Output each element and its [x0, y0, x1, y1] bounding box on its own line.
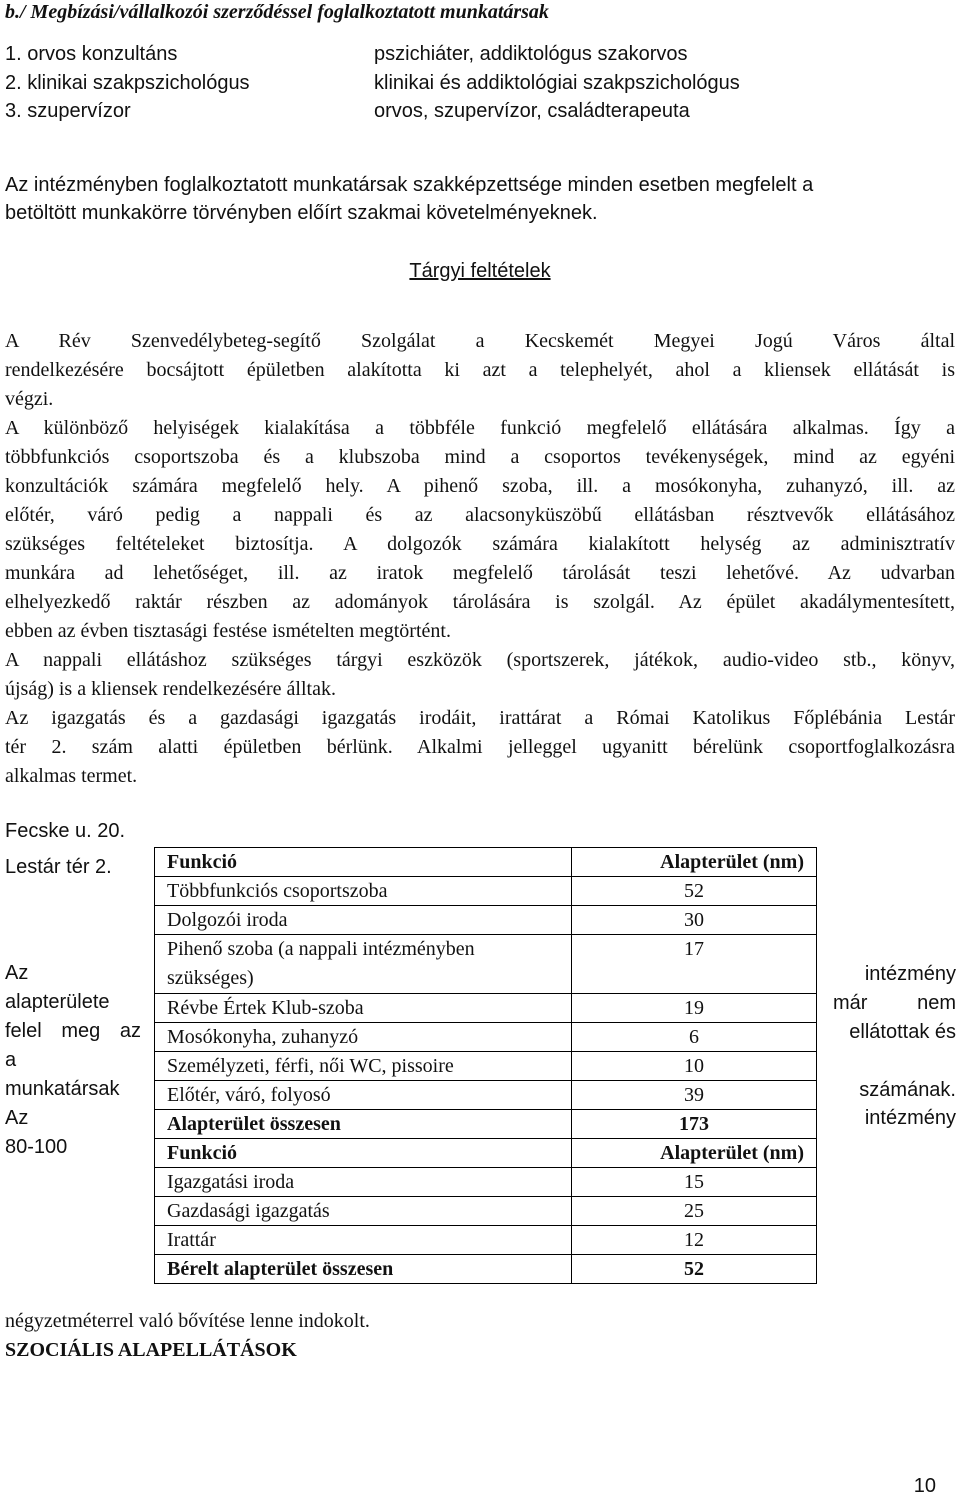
right-fragment: számának. — [859, 1079, 956, 1101]
staff-qualification-2: klinikai és addiktológiai szakpszichológus — [374, 72, 740, 94]
paragraph-line: többfunkciós csoportszoba és a klubszoba mind a csoportos tevékenységek, mind az egyéni — [5, 446, 955, 468]
table-row — [155, 877, 817, 906]
left-fragment: a — [5, 1049, 17, 1071]
left-fragment: alapterülete — [5, 991, 110, 1013]
table-cell: 30 — [572, 906, 817, 935]
table-cell: Többfunkciós csoportszoba — [155, 877, 572, 906]
right-fragment: intézmény — [864, 1107, 956, 1129]
table-cell: Alapterület összesen — [155, 1110, 572, 1139]
owned-area-table — [154, 847, 817, 1284]
paragraph-line: Az igazgatás és a gazdasági igazgatás irodáit, irattárat a Római Katolikus Főplébánia Lestár — [5, 707, 955, 729]
paragraph-line: végzi. — [5, 388, 54, 410]
table-cell: Személyzeti, férfi, női WC, pissoire — [155, 1052, 572, 1081]
left-fragment: munkatársak — [5, 1078, 120, 1100]
paragraph-1 — [5, 327, 955, 414]
table-cell: Gazdasági igazgatás — [155, 1197, 572, 1226]
table-cell: Révbe Értek Klub-szoba — [155, 994, 572, 1023]
left-fragment: 80-100 — [5, 1136, 68, 1158]
left-fragment: Az — [5, 1107, 29, 1129]
table-total-row — [155, 1255, 817, 1284]
paragraph-3 — [5, 646, 955, 704]
table-header-cell: Funkció — [155, 848, 572, 877]
table-row — [155, 1168, 817, 1197]
paragraph-line: elhelyezkedő raktár részben az adományok tárolására is szolgál. Az épület akadálymentesített, — [5, 591, 955, 613]
table-cell: 10 — [572, 1052, 817, 1081]
table-total-row — [155, 1110, 817, 1139]
intro-line-1: Az intézményben foglalkoztatott munkatársak szakképzettsége minden esetben megfelelt a — [5, 174, 814, 196]
table-row — [155, 1197, 817, 1226]
table-row — [155, 994, 817, 1023]
left-fragment: felel meg az — [5, 1020, 141, 1042]
staff-role-1: 1. orvos konzultáns — [5, 43, 178, 65]
table-cell: 173 — [572, 1110, 817, 1139]
table-cell: Bérelt alapterület összesen — [155, 1255, 572, 1284]
table-cell: Mosókonyha, zuhanyzó — [155, 1023, 572, 1052]
table-header-cell: Funkció — [155, 1139, 572, 1168]
table-cell: 12 — [572, 1226, 817, 1255]
paragraph-line: alkalmas termet. — [5, 765, 138, 787]
paragraph-line: újság) is a kliensek rendelkezésére álltak. — [5, 678, 336, 700]
left-fragment: Lestár tér 2. — [5, 856, 112, 878]
table-header-row — [155, 848, 817, 877]
paragraph-line: szükséges feltételeket biztosítja. A dolgozók számára kialakított helység az adminisztratív — [5, 533, 955, 555]
right-fragment: már nem — [833, 992, 956, 1014]
paragraph-4 — [5, 704, 955, 791]
paragraph-line: A különböző helyiségek kialakítása a többféle funkció megfelelő ellátására alkalmas. Így a — [5, 417, 955, 439]
page-heading: b./ Megbízási/vállalkozói szerződéssel foglalkoztatott munkatársak — [5, 1, 549, 23]
table-cell: 25 — [572, 1197, 817, 1226]
table-row — [155, 1226, 817, 1255]
table-cell: 15 — [572, 1168, 817, 1197]
intro-line-2: betöltött munkakörre törvényben előírt szakmai követelményeknek. — [5, 202, 598, 224]
footer-title: SZOCIÁLIS ALAPELLÁTÁSOK — [5, 1339, 297, 1361]
table-header-cell: Alapterület (nm) — [572, 848, 817, 877]
table-cell: 39 — [572, 1081, 817, 1110]
paragraph-line: A Rév Szenvedélybeteg-segítő Szolgálat a Kecskemét Megyei Jogú Város által — [5, 330, 955, 352]
paragraph-line: rendelkezésére bocsájtott épületben alakította ki azt a telephelyét, ahol a kliensek ellátását is — [5, 359, 955, 381]
table-row — [155, 1023, 817, 1052]
table-row — [155, 1081, 817, 1110]
staff-role-2: 2. klinikai szakpszichológus — [5, 72, 250, 94]
table-cell: Dolgozói iroda — [155, 906, 572, 935]
paragraph-2 — [5, 414, 955, 646]
paragraph-line: munkára ad lehetőséget, ill. az iratok megfelelő tárolását teszi lehetővé. Az udvarban — [5, 562, 955, 584]
table-cell: Pihenő szoba (a nappali intézményben szükséges) — [155, 935, 572, 994]
table-header-cell: Alapterület (nm) — [572, 1139, 817, 1168]
paragraph-line: konzultációk számára megfelelő hely. A pihenő szoba, ill. a mosókonyha, zuhanyzó, ill. az — [5, 475, 955, 497]
right-fragment: ellátottak és — [849, 1021, 956, 1043]
footer-text: négyzetméterrel való bővítése lenne indokolt. — [5, 1310, 370, 1332]
table-cell: Igazgatási iroda — [155, 1168, 572, 1197]
table-cell: 17 — [572, 935, 817, 994]
right-fragment: intézmény — [864, 963, 956, 985]
section-title: Tárgyi feltételek — [409, 260, 551, 282]
table-row — [155, 1052, 817, 1081]
table-cell: 19 — [572, 994, 817, 1023]
table-row — [155, 935, 817, 994]
paragraph-line: előtér, váró pedig a nappali és az alacsonyküszöbű ellátásban résztvevők ellátásához — [5, 504, 955, 526]
left-fragment: Az — [5, 962, 29, 984]
table-cell: 6 — [572, 1023, 817, 1052]
table-row — [155, 906, 817, 935]
paragraph-line: tér 2. szám alatti épületben bérlünk. Alkalmi jelleggel ugyanitt bérelünk csoportfoglalkozásra — [5, 736, 955, 758]
paragraph-line: ebben az évben tisztasági festése ismételten megtörtént. — [5, 620, 451, 642]
table-cell: 52 — [572, 877, 817, 906]
staff-qualification-3: orvos, szupervízor, családterapeuta — [374, 100, 690, 122]
page-number: 10 — [913, 1475, 936, 1497]
staff-role-3: 3. szupervízor — [5, 100, 131, 122]
table-cell: Előtér, váró, folyosó — [155, 1081, 572, 1110]
staff-qualification-1: pszichiáter, addiktológus szakorvos — [374, 43, 688, 65]
paragraph-line: A nappali ellátáshoz szükséges tárgyi eszközök (sportszerek, játékok, audio-video stb., könyv, — [5, 649, 955, 671]
left-fragment: Fecske u. 20. — [5, 820, 126, 842]
table-header-row — [155, 1139, 817, 1168]
table-cell: Irattár — [155, 1226, 572, 1255]
table-cell: 52 — [572, 1255, 817, 1284]
